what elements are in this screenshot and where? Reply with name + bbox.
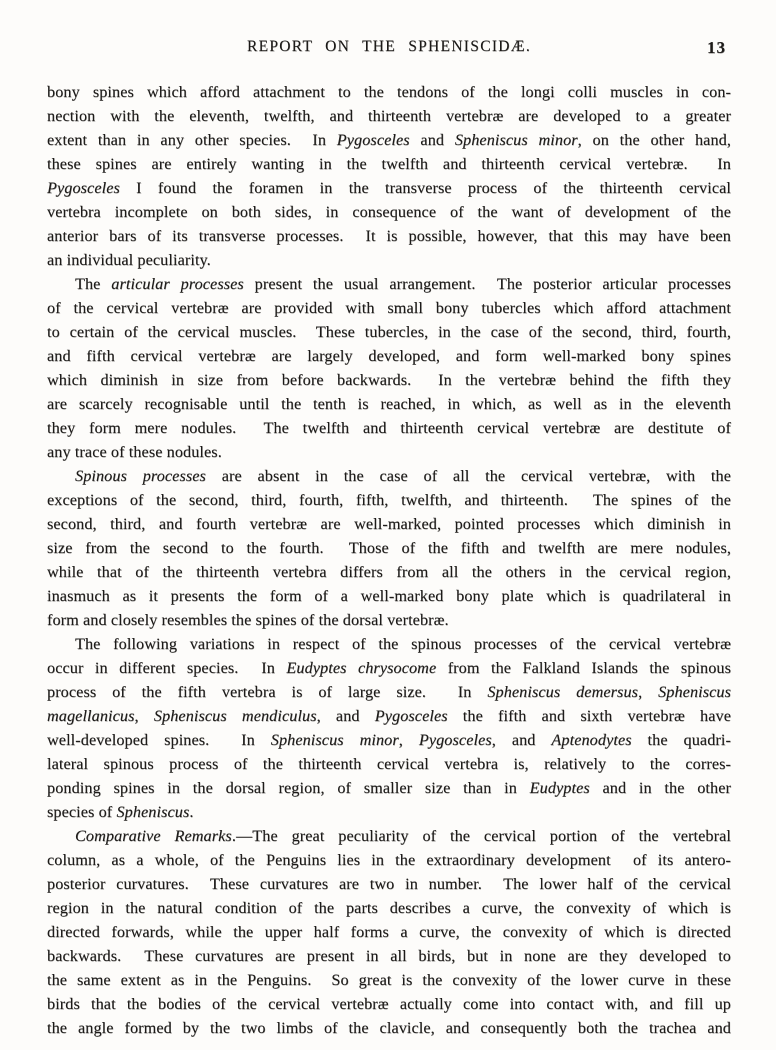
text-line	[47, 128, 731, 152]
text-run: ,	[134, 707, 154, 725]
page-text	[47, 80, 731, 1040]
italic-text-run: Eudyptes chrysocome	[286, 659, 437, 677]
text-run: form and closely resembles the spines of the dorsal vertebræ.	[47, 611, 449, 629]
text-line	[47, 440, 731, 464]
text-line	[47, 992, 731, 1016]
text-run: directed forwards, while the upper half forms a curve, the convexity of which is directed	[47, 923, 731, 941]
text-run: which diminish in size from before backwards. In the vertebræ behind the fifth they	[47, 371, 731, 389]
text-run: birds that the bodies of the cervical vertebræ actually come into contact with, and fill up	[47, 995, 731, 1013]
italic-text-run: Aptenodytes	[551, 731, 632, 749]
italic-text-run: Spinous processes	[75, 467, 206, 485]
text-run: column, as a whole, of the Penguins lies in the extraordinary development of its antero-	[47, 851, 731, 869]
italic-text-run: articular processes	[111, 275, 244, 293]
page-number: 13	[707, 38, 726, 57]
text-line	[47, 176, 731, 200]
text-run: second, third, and fourth vertebræ are well-marked, pointed processes which diminish in	[47, 515, 731, 533]
italic-text-run: Pygosceles	[374, 707, 448, 725]
text-run: extent than in any other species. In	[47, 131, 337, 149]
text-run: and fifth cervical vertebræ are largely developed, and form well-marked bony spines	[47, 347, 731, 365]
italic-text-run: Spheniscus	[116, 803, 190, 821]
text-line	[47, 776, 731, 800]
text-line	[47, 320, 731, 344]
text-run: well-developed spines. In	[47, 731, 271, 749]
running-header-title: REPORT ON THE SPHENISCIDÆ.	[246, 38, 532, 55]
text-run: ,	[398, 731, 419, 749]
italic-text-run: Pygosceles	[336, 131, 410, 149]
italic-text-run: Comparative Remarks	[75, 827, 232, 845]
text-run: region in the natural condition of the parts describes a curve, the convexity of which is	[47, 899, 731, 917]
text-run: species of	[47, 803, 117, 821]
text-run: , and	[491, 731, 552, 749]
text-run: an individual peculiarity.	[47, 251, 211, 269]
text-run: lateral spinous process of the thirteenth cervical vertebra is, relatively to the corres-	[47, 755, 731, 773]
text-run: the angle formed by the two limbs of the clavicle, and consequently both the trachea and	[47, 1019, 731, 1037]
text-line	[47, 104, 731, 128]
italic-text-run: Spheniscus minor	[270, 731, 399, 749]
text-line	[47, 920, 731, 944]
text-run: anterior bars of its transverse processes. It is possible, however, that this may have been	[47, 227, 731, 245]
text-line	[47, 464, 731, 488]
italic-text-run: Spheniscus minor	[454, 131, 578, 149]
text-line	[47, 656, 731, 680]
text-run: and in the other	[589, 779, 731, 797]
paragraph	[47, 272, 731, 464]
text-run: , on the other hand,	[577, 131, 731, 149]
text-line	[47, 488, 731, 512]
text-line	[47, 968, 731, 992]
text-line	[47, 80, 731, 104]
text-run: occur in different species. In	[47, 659, 287, 677]
text-run: posterior curvatures. These curvatures are two in number. The lower half of the cervical	[47, 875, 731, 893]
italic-text-run: Eudyptes	[529, 779, 590, 797]
italic-text-run: Spheniscus mendiculus	[153, 707, 317, 725]
text-line	[47, 632, 731, 656]
text-run: the fifth and sixth vertebræ have	[447, 707, 732, 725]
text-line	[47, 608, 731, 632]
text-run: to certain of the cervical muscles. These tubercles, in the case of the second, third, fourth,	[47, 323, 731, 341]
text-line	[47, 200, 731, 224]
paragraph	[47, 632, 731, 824]
text-line	[47, 296, 731, 320]
text-run: present the usual arrangement. The posterior articular processes	[243, 275, 731, 293]
italic-text-run: Pygosceles	[418, 731, 492, 749]
text-run: The following variations in respect of the spinous processes of the cervical vertebræ	[75, 635, 731, 653]
text-line	[47, 272, 731, 296]
text-run: they form mere nodules. The twelfth and thirteenth cervical vertebræ are destitute of	[47, 419, 731, 437]
text-line	[47, 872, 731, 896]
paragraph	[47, 824, 731, 1040]
text-run: exceptions of the second, third, fourth, fifth, twelfth, and thirteenth. The spines of the	[47, 491, 731, 509]
text-run: .	[189, 803, 194, 821]
text-run: of the cervical vertebræ are provided with small bony tubercles which afford attachment	[47, 299, 731, 317]
text-run: inasmuch as it presents the form of a well-marked bony plate which is quadrilateral in	[47, 587, 731, 605]
text-run: The	[75, 275, 112, 293]
text-line	[47, 1016, 731, 1040]
text-line	[47, 848, 731, 872]
text-run: nection with the eleventh, twelfth, and thirteenth vertebræ are developed to a greater	[47, 107, 731, 125]
text-run: bony spines which afford attachment to the tendons of the longi colli muscles in con-	[47, 83, 731, 101]
text-run: the quadri-	[631, 731, 731, 749]
text-line	[47, 752, 731, 776]
text-line	[47, 560, 731, 584]
italic-text-run: Spheniscus	[658, 683, 732, 701]
text-run: , and	[316, 707, 375, 725]
text-line	[47, 800, 731, 824]
text-run: ponding spines in the dorsal region, of smaller size than in	[47, 779, 530, 797]
text-run: I found the foramen in the transverse process of the thirteenth cervical	[119, 179, 731, 197]
text-run: size from the second to the fourth. Those of the fifth and twelfth are mere nodules,	[47, 539, 731, 557]
text-line	[47, 224, 731, 248]
text-run: backwards. These curvatures are present in all birds, but in none are they developed to	[47, 947, 731, 965]
italic-text-run: magellanicus	[47, 707, 135, 725]
text-line	[47, 896, 731, 920]
text-line	[47, 704, 731, 728]
text-run: and	[409, 131, 455, 149]
italic-text-run: Spheniscus demersus	[487, 683, 639, 701]
text-line	[47, 944, 731, 968]
paragraph	[47, 464, 731, 632]
text-line	[47, 728, 731, 752]
running-head	[47, 38, 731, 60]
text-line	[47, 248, 731, 272]
text-line	[47, 584, 731, 608]
text-run: the same extent as in the Penguins. So great is the convexity of the lower curve in these	[47, 971, 731, 989]
text-line	[47, 368, 731, 392]
text-run: while that of the thirteenth vertebra differs from all the others in the cervical region,	[47, 563, 731, 581]
italic-text-run: Pygosceles	[47, 179, 120, 197]
text-line	[47, 152, 731, 176]
text-run: are absent in the case of all the cervical vertebræ, with the	[205, 467, 731, 485]
text-run: any trace of these nodules.	[47, 443, 222, 461]
text-run: vertebra incomplete on both sides, in consequence of the want of development of the	[47, 203, 731, 221]
text-line	[47, 344, 731, 368]
paragraph	[47, 80, 731, 272]
text-run: ,	[638, 683, 659, 701]
text-run: process of the fifth vertebra is of large size. In	[47, 683, 488, 701]
text-run: these spines are entirely wanting in the twelfth and thirteenth cervical vertebræ. In	[47, 155, 731, 173]
text-run: .—The great peculiarity of the cervical portion of the vertebral	[231, 827, 731, 845]
text-line	[47, 824, 731, 848]
text-run: are scarcely recognisable until the tenth is reached, in which, as well as in the eleventh	[47, 395, 731, 413]
text-line	[47, 416, 731, 440]
text-line	[47, 680, 731, 704]
text-line	[47, 536, 731, 560]
text-line	[47, 512, 731, 536]
text-line	[47, 392, 731, 416]
text-run: from the Falkland Islands the spinous	[436, 659, 732, 677]
